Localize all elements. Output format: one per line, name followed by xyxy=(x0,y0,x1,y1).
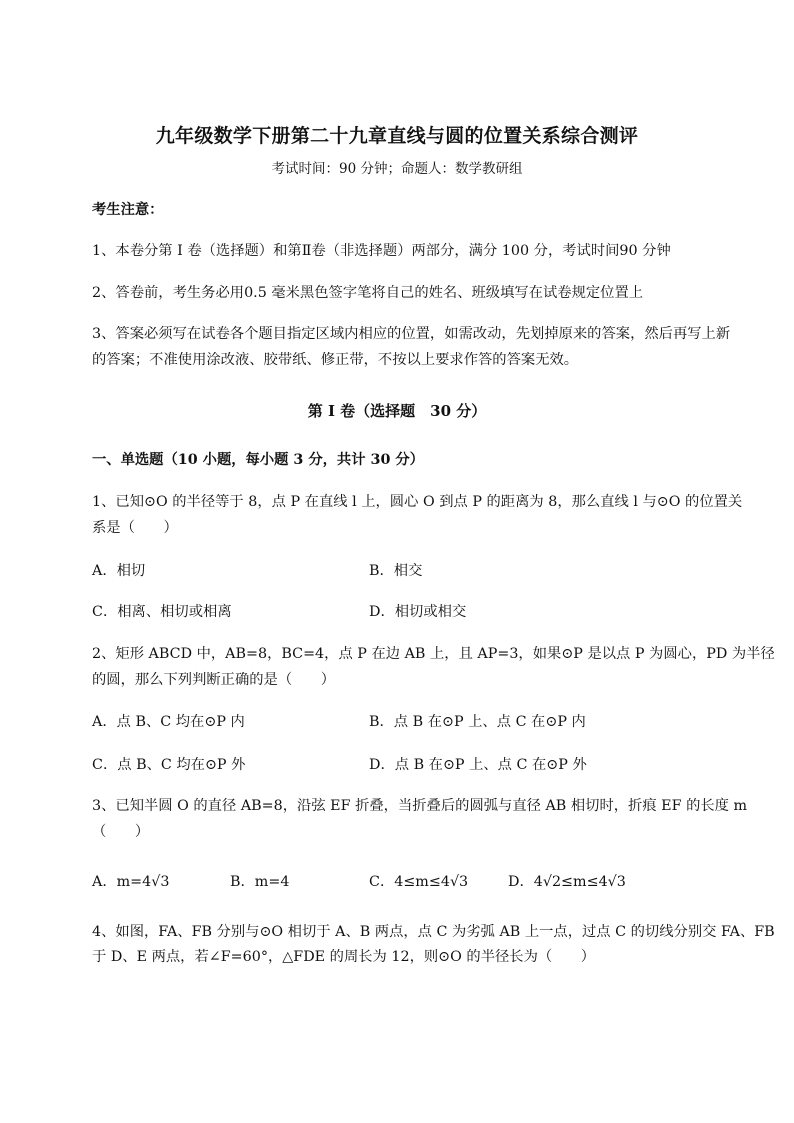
question-1-line-1: 1、已知⊙O 的半径等于 8，点 P 在直线 l 上，圆心 O 到点 P 的距离为 8，那么直线 l 与⊙O 的位置关 xyxy=(92,494,743,510)
notice-heading: 考生注意： xyxy=(92,202,164,218)
question-2-line-1: 2、矩形 ABCD 中，AB=8，BC=4，点 P 在边 AB 上，且 AP=3，如果⊙P 是以点 P 为圆心，PD 为半径 xyxy=(92,646,775,662)
question-2-option-c: C．点 B、C 均在⊙P 外 xyxy=(92,757,246,773)
question-3-option-a: A．m=4√3 xyxy=(92,874,170,890)
question-2-option-d: D．点 B 在⊙P 上、点 C 在⊙P 外 xyxy=(369,757,587,773)
part-title: 一、单选题（10 小题，每小题 3 分，共计 30 分） xyxy=(92,452,424,468)
question-3-option-b: B．m=4 xyxy=(230,874,290,890)
question-1-option-d: D．相切或相交 xyxy=(369,604,467,620)
exam-subtitle: 考试时间：90 分钟；命题人：数学教研组 xyxy=(271,161,523,177)
question-2-line-2: 的圆，那么下列判断正确的是（ ） xyxy=(92,672,336,688)
notice-item-2: 2、答卷前，考生务必用0.5 毫米黑色签字笔将自己的姓名、班级填写在试卷规定位置上 xyxy=(92,285,644,301)
question-4-line-1: 4、如图，FA、FB 分别与⊙O 相切于 A、B 两点，点 C 为劣弧 AB 上一点，过点 C 的切线分别交 FA、FB xyxy=(92,924,775,940)
exam-title: 九年级数学下册第二十九章直线与圆的位置关系综合测评 xyxy=(155,125,639,147)
section-title: 第 I 卷（选择题 30 分） xyxy=(307,402,487,420)
question-2-option-a: A．点 B、C 均在⊙P 内 xyxy=(92,714,245,730)
question-4-line-2: 于 D、E 两点，若∠F=60°，△FDE 的周长为 12，则⊙O 的半径长为（ ） xyxy=(92,949,596,965)
question-3-option-d: D．4√2≤m≤4√3 xyxy=(508,874,626,890)
notice-item-3-cont: 的答案；不准使用涂改液、胶带纸、修正带，不按以上要求作答的答案无效。 xyxy=(92,352,579,368)
question-1-line-2: 系是（ ） xyxy=(92,520,178,536)
question-3-line-1: 3、已知半圆 O 的直径 AB=8，沿弦 EF 折叠，当折叠后的圆弧与直径 AB 相切时，折痕 EF 的长度 m xyxy=(92,798,748,814)
notice-item-3: 3、答案必须写在试卷各个题目指定区域内相应的位置，如需改动，先划掉原来的答案，然后再写上新 xyxy=(92,326,731,342)
question-3-option-c: C．4≤m≤4√3 xyxy=(369,874,469,890)
question-1-option-a: A．相切 xyxy=(92,563,146,579)
notice-item-1: 1、本卷分第 I 卷（选择题）和第Ⅱ卷（非选择题）两部分，满分 100 分，考试时间90 分钟 xyxy=(92,243,671,259)
question-1-option-b: B．相交 xyxy=(369,563,423,579)
question-2-option-b: B．点 B 在⊙P 上、点 C 在⊙P 内 xyxy=(369,714,586,730)
question-3-line-2: （ ） xyxy=(92,824,150,840)
question-1-option-c: C．相离、相切或相离 xyxy=(92,604,232,620)
